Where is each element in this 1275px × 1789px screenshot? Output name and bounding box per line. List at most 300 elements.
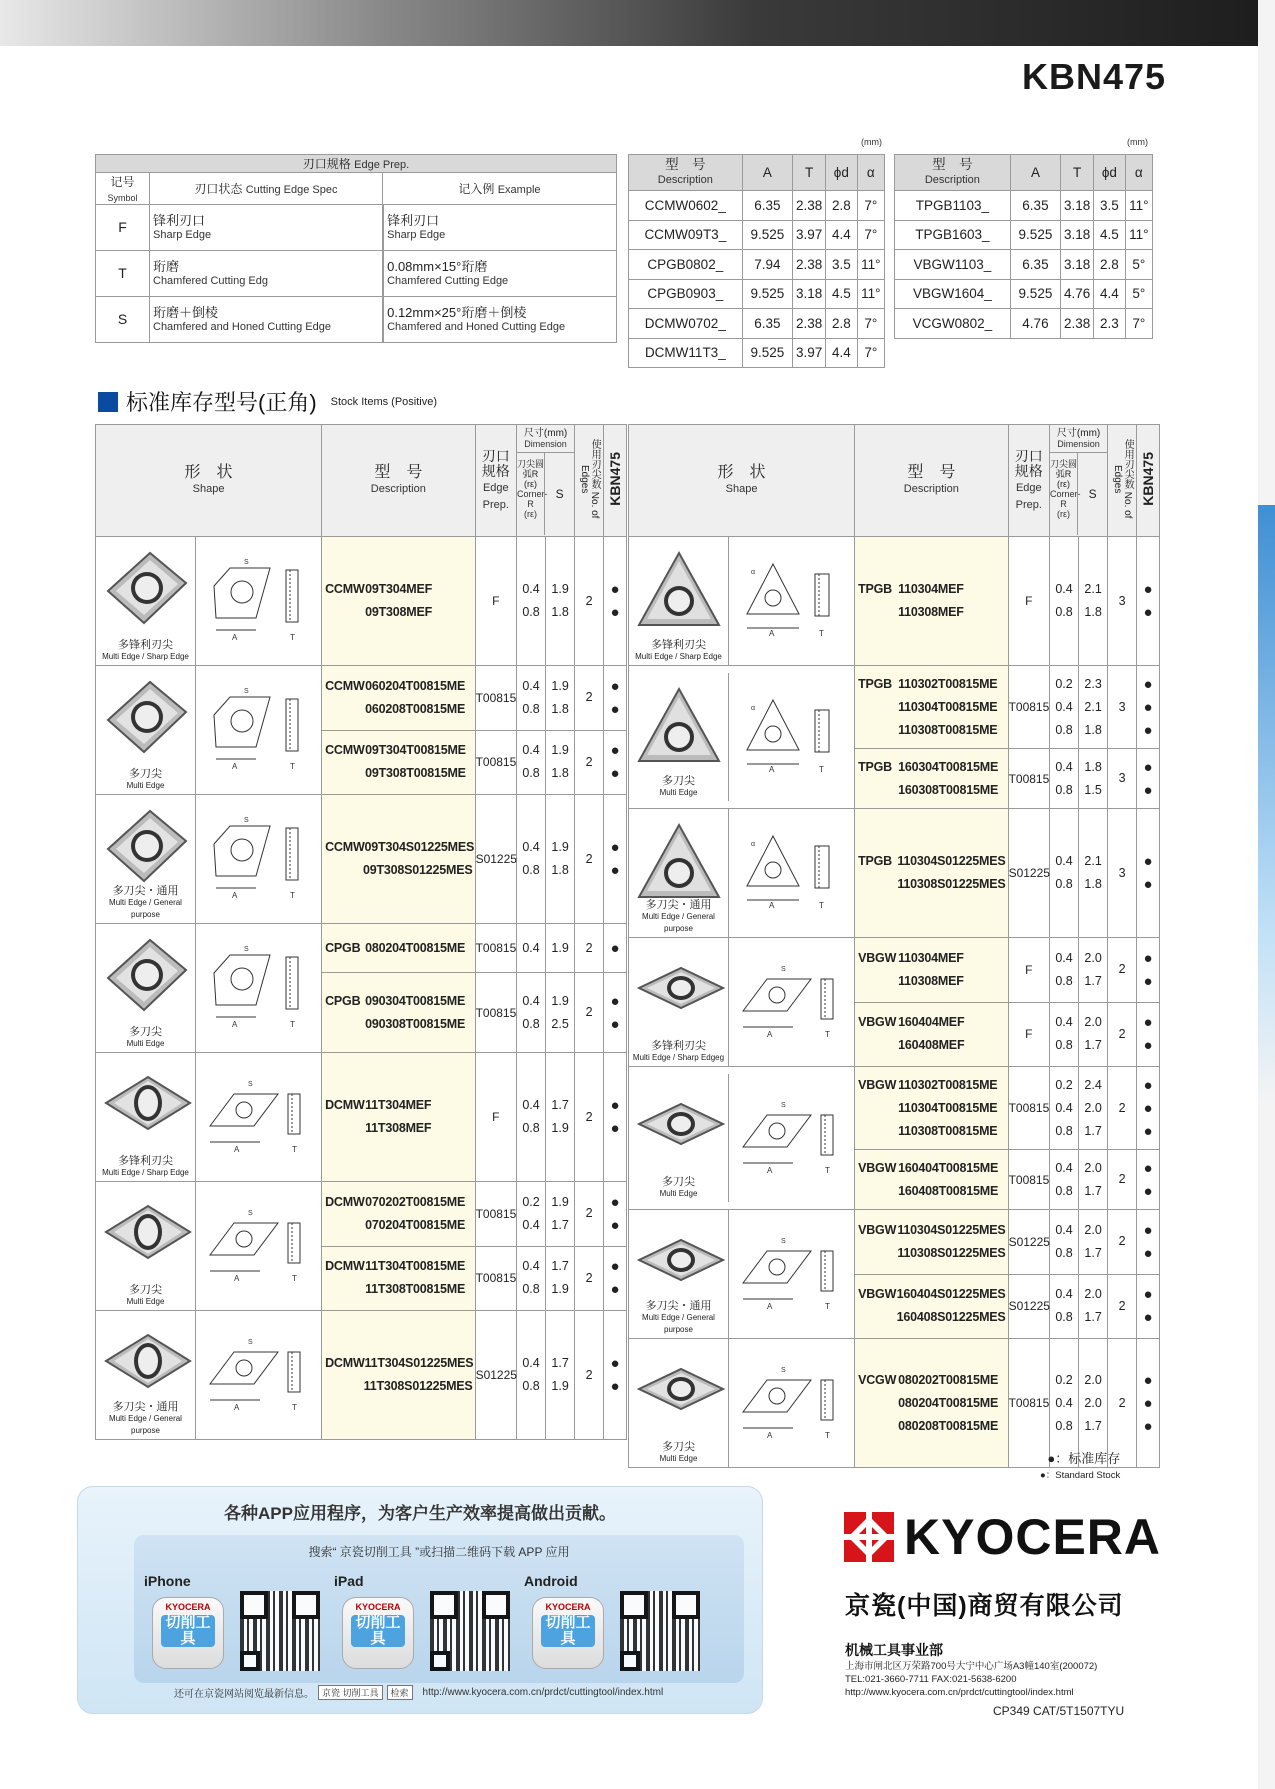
s-cell: 1.9 1.8 — [546, 537, 575, 666]
kyocera-mark-icon — [844, 1512, 894, 1562]
edge-prep-cell: F — [1008, 938, 1049, 1003]
col-dimension: 尺寸(mm) Dimension 刀尖圆弧R (rε) Corner-R (rε) S — [517, 425, 575, 537]
d-cell: 4.4 — [1094, 279, 1126, 309]
svg-text:A: A — [766, 1431, 772, 1440]
col-dimension: 尺寸(mm) Dimension 刀尖圆弧R (rε) Corner-R (rε) S — [1050, 425, 1108, 537]
qr-code-icon[interactable] — [430, 1591, 510, 1671]
stock-table-left — [95, 424, 627, 1440]
svg-text:α: α — [750, 841, 755, 848]
corner-r-cell: 0.4 0.8 — [517, 795, 546, 924]
edge-prep-cell: T00815 — [475, 1182, 516, 1247]
col-edges: 使用刃尖数 No. of Edges — [575, 425, 604, 537]
shape-cell — [96, 924, 322, 1053]
dimension-row — [895, 309, 1153, 339]
s-cell: 1.9 1.8 — [546, 666, 575, 731]
edge-prep-table — [95, 154, 617, 343]
symbol: S — [96, 297, 150, 343]
top-banner-bar — [0, 0, 1258, 46]
svg-text:S: S — [243, 817, 249, 824]
col-shape: 形 状 Shape — [96, 425, 322, 537]
t-cell: 2.38 — [793, 309, 826, 339]
stock-cell: ● ● — [1137, 1002, 1160, 1067]
desc-cell: CPGB0802_ — [629, 250, 743, 280]
s-cell: 1.9 1.8 — [546, 730, 575, 795]
insert-drawing — [729, 1074, 854, 1202]
s-cell: 2.0 1.7 — [1079, 1002, 1108, 1067]
insert-photo: 多刀尖・通用 Multi Edge / General purpose — [629, 1210, 729, 1338]
shape-cell — [629, 1067, 855, 1210]
corner-r-cell: 0.4 0.8 — [517, 1311, 546, 1440]
edges-cell: 2 — [575, 973, 604, 1053]
svg-text:A: A — [768, 629, 774, 638]
a-cell: 9.525 — [1010, 279, 1060, 309]
d-cell: 2.8 — [826, 191, 858, 221]
edge-prep-cell: T00815 — [1008, 1067, 1049, 1150]
svg-text:A: A — [231, 891, 237, 900]
s-cell: 2.0 2.0 1.7 — [1079, 1339, 1108, 1468]
table-row — [629, 938, 1160, 1003]
example: 锋利刃口 Sharp Edge — [384, 205, 617, 251]
svg-text:T: T — [824, 1302, 830, 1311]
svg-text:T: T — [824, 1431, 830, 1440]
app-download-panel: 搜索“ 京瓷切削工具 ”或扫描二维码下载 APP 应用 iPhone KYOCERA 切削工具 iPad KYOCERA 切削工具 Android KYOCERA 切削工具 — [134, 1535, 744, 1683]
table-row — [96, 795, 627, 924]
a-cell: 4.76 — [1010, 309, 1060, 339]
app-android[interactable]: Android KYOCERA 切削工具 — [520, 1575, 710, 1679]
model-cell: VBGW 160404T00815ME 160408T00815ME — [855, 1150, 1008, 1210]
d-cell: 3.5 — [826, 250, 858, 280]
a-cell: 7.94 — [742, 250, 793, 280]
edge-prep-row — [96, 251, 617, 297]
table-row — [629, 809, 1160, 938]
dimension-row — [895, 250, 1153, 280]
insert-photo: 多锋利刃尖 Multi Edge / Sharp Edgeg — [629, 938, 729, 1066]
table-row — [96, 537, 627, 666]
dimension-row — [629, 309, 885, 339]
s-cell: 2.1 1.8 — [1079, 809, 1108, 938]
alpha-cell: 5° — [1125, 250, 1152, 280]
shape-cell — [96, 1311, 322, 1440]
table-row — [96, 924, 627, 973]
corner-r-cell: 0.4 0.8 — [517, 1053, 546, 1182]
col-symbol: 记号 Symbol — [96, 173, 150, 205]
t-cell: 4.76 — [1061, 279, 1094, 309]
svg-text:S: S — [780, 1102, 786, 1109]
svg-text:T: T — [818, 629, 824, 638]
shape-cell — [96, 1053, 322, 1182]
svg-text:α: α — [750, 705, 755, 712]
desc-cell: TPGB1603_ — [895, 220, 1011, 250]
table-row — [96, 1053, 627, 1182]
edges-cell: 3 — [1108, 809, 1137, 938]
insert-drawing — [729, 673, 854, 801]
insert-photo: 多刀尖 Multi Edge — [96, 666, 196, 794]
stock-cell: ● ● — [1137, 938, 1160, 1003]
model-cell: TPGB 160304T00815ME 160308T00815ME — [855, 749, 1008, 809]
stock-cell: ● ● — [604, 666, 627, 731]
svg-text:S: S — [780, 1367, 786, 1374]
svg-text:T: T — [824, 1166, 830, 1175]
symbol: T — [96, 251, 150, 297]
d-cell: 4.4 — [826, 338, 858, 368]
s-cell: 1.9 2.5 — [546, 973, 575, 1053]
alpha-cell: 11° — [1125, 220, 1152, 250]
insert-drawing — [196, 795, 321, 923]
t-cell: 3.97 — [793, 220, 826, 250]
svg-text:A: A — [231, 1020, 237, 1029]
unit-label: (mm) — [861, 137, 882, 147]
model-cell: TPGB 110302T00815ME 110304T00815ME 110308T00815ME — [855, 666, 1008, 749]
edge-prep-cell: F — [1008, 537, 1049, 666]
shape-cell — [96, 666, 322, 795]
insert-photo: 多锋利刃尖 Multi Edge / Sharp Edge — [629, 537, 729, 665]
edges-cell: 2 — [1108, 1339, 1137, 1468]
insert-drawing — [729, 1210, 854, 1338]
edge-prep-cell: F — [1008, 1002, 1049, 1067]
corner-r-cell: 0.4 0.8 — [517, 973, 546, 1053]
col-grade: KBN475 — [604, 425, 627, 537]
shape-cell — [629, 1339, 855, 1468]
insert-drawing — [729, 537, 854, 665]
spec: 锋利刃口 Sharp Edge — [150, 205, 383, 251]
corner-r-cell: 0.4 0.8 — [1050, 1274, 1079, 1339]
corner-r-cell: 0.4 0.8 — [1050, 749, 1079, 809]
model-cell: DCMW 11T304T00815ME 11T308T00815ME — [322, 1246, 475, 1311]
stock-cell: ● ● — [1137, 1274, 1160, 1339]
col-t: T — [1061, 155, 1094, 191]
kyocera-logo: KYOCERA — [844, 1508, 1161, 1566]
edges-cell: 2 — [575, 537, 604, 666]
alpha-cell: 5° — [1125, 279, 1152, 309]
stock-cell: ● ● — [1137, 1150, 1160, 1210]
svg-text:T: T — [291, 1274, 297, 1283]
dimension-row — [629, 250, 885, 280]
qr-code-icon[interactable] — [620, 1591, 700, 1671]
stock-cell: ● ● — [604, 795, 627, 924]
s-cell: 1.7 1.9 — [546, 1053, 575, 1182]
edges-cell: 2 — [1108, 938, 1137, 1003]
svg-text:A: A — [233, 1145, 239, 1154]
dimension-row — [629, 191, 885, 221]
edges-cell: 2 — [575, 795, 604, 924]
corner-r-cell: 0.4 0.8 — [1050, 809, 1079, 938]
stock-cell: ● ● — [1137, 749, 1160, 809]
insert-photo: 多刀尖 Multi Edge — [629, 1074, 729, 1202]
desc-cell: TPGB1103_ — [895, 191, 1011, 221]
example: 0.08mm×15°珩磨 Chamfered Cutting Edge — [384, 251, 617, 297]
shape-cell — [629, 1210, 855, 1339]
table-row — [96, 1182, 627, 1247]
col-grade: KBN475 — [1137, 425, 1160, 537]
insert-drawing — [729, 809, 854, 937]
model-cell: VBGW 110304MEF 110308MEF — [855, 938, 1008, 1003]
svg-text:S: S — [243, 688, 249, 695]
d-cell: 4.4 — [826, 220, 858, 250]
corner-r-cell: 0.4 0.8 — [517, 666, 546, 731]
svg-text:A: A — [768, 765, 774, 774]
insert-photo: 多锋利刃尖 Multi Edge / Sharp Edge — [96, 1053, 196, 1181]
svg-text:A: A — [231, 633, 237, 642]
corner-r-cell: 0.2 0.4 0.8 — [1050, 666, 1079, 749]
search-button[interactable]: 检索 — [387, 1685, 413, 1700]
dimension-row — [895, 191, 1153, 221]
col-alpha: α — [1125, 155, 1152, 191]
t-cell: 3.18 — [793, 279, 826, 309]
insert-drawing — [196, 537, 321, 665]
stock-cell: ● ● — [1137, 537, 1160, 666]
model-cell: CCMW 09T304MEF 09T308MEF — [322, 537, 475, 666]
app-icon[interactable]: KYOCERA 切削工具 — [532, 1597, 604, 1669]
app-icon[interactable]: KYOCERA 切削工具 — [152, 1597, 224, 1669]
shape-cell — [629, 537, 855, 666]
corner-r-cell: 0.4 0.8 — [517, 730, 546, 795]
corner-r-cell: 0.4 0.8 — [1050, 537, 1079, 666]
col-t: T — [793, 155, 826, 191]
edge-prep-cell: F — [475, 537, 516, 666]
svg-text:S: S — [247, 1339, 253, 1346]
col-spec: 刃口状态 Cutting Edge Spec — [150, 173, 383, 205]
edge-prep-cell: T00815 — [475, 666, 516, 731]
insert-photo: 多刀尖・通用 Multi Edge / General purpose — [629, 809, 729, 937]
insert-drawing — [196, 1182, 321, 1310]
svg-text:S: S — [243, 559, 249, 566]
insert-photo: 多刀尖 Multi Edge — [96, 1182, 196, 1310]
s-cell: 2.3 2.1 1.8 — [1079, 666, 1108, 749]
shape-cell — [629, 938, 855, 1067]
corner-r-cell: 0.4 — [517, 924, 546, 973]
spec: 珩磨＋倒棱 Chamfered and Honed Cutting Edge — [150, 297, 383, 343]
model-cell: VBGW 160404MEF 160408MEF — [855, 1002, 1008, 1067]
insert-drawing — [729, 938, 854, 1066]
stock-cell: ● ● — [604, 537, 627, 666]
a-cell: 6.35 — [1010, 250, 1060, 280]
edge-prep-cell: T00815 — [475, 973, 516, 1053]
col-shape: 形 状 Shape — [629, 425, 855, 537]
col-edges: 使用刃尖数 No. of Edges — [1108, 425, 1137, 537]
app-banner: 各种APP应用程序，为客户生产效率提高做出贡献。 搜索“ 京瓷切削工具 ”或扫描二维码下载 APP 应用 iPhone KYOCERA 切削工具 iPad KYOCERA 切削工具 Android KYOCERA 切削工具 还可在京瓷网站阅览最新信息。 京瓷 切削工具 检索 http://www.kyocera.com.cn/prdct/cuttingtool/index.html — [77, 1486, 763, 1714]
alpha-cell: 11° — [1125, 191, 1152, 221]
shape-cell — [629, 666, 855, 809]
app-ipad[interactable]: iPad KYOCERA 切削工具 — [330, 1575, 520, 1679]
col-d: ϕd — [1094, 155, 1126, 191]
model-cell: CCMW 09T304T00815ME 09T308T00815ME — [322, 730, 475, 795]
d-cell: 2.8 — [826, 309, 858, 339]
model-cell: TPGB 110304MEF 110308MEF — [855, 537, 1008, 666]
insert-photo: 多刀尖・通用 Multi Edge / General purpose — [96, 1311, 196, 1439]
corner-r-cell: 0.4 0.8 — [1050, 1150, 1079, 1210]
alpha-cell: 7° — [857, 338, 884, 368]
insert-photo: 多刀尖・通用 Multi Edge / General purpose — [96, 795, 196, 923]
s-cell: 2.1 1.8 — [1079, 537, 1108, 666]
app-iphone[interactable]: iPhone KYOCERA 切削工具 — [140, 1575, 330, 1679]
edges-cell: 2 — [575, 666, 604, 731]
svg-text:S: S — [247, 1210, 253, 1217]
edge-prep-cell: T00815 — [475, 730, 516, 795]
dimension-row — [895, 220, 1153, 250]
svg-text:T: T — [291, 1403, 297, 1412]
catalog-code: CP349 CAT/5T1507TYU — [993, 1704, 1125, 1718]
d-cell: 2.3 — [1094, 309, 1126, 339]
col-description: 型 号 Description — [322, 425, 475, 537]
edges-cell: 2 — [575, 924, 604, 973]
insert-photo: 多刀尖 Multi Edge — [629, 673, 729, 801]
table-row — [629, 1067, 1160, 1150]
svg-text:A: A — [233, 1403, 239, 1412]
col-description: 型 号 Description — [855, 425, 1008, 537]
edge-prep-cell: S01225 — [475, 1311, 516, 1440]
s-cell: 2.0 1.7 — [1079, 1150, 1108, 1210]
svg-text:S: S — [780, 1238, 786, 1245]
company-name: 京瓷(中国)商贸有限公司 — [845, 1592, 1124, 1620]
stock-table-right — [628, 424, 1160, 1468]
company-address: 上海市闸北区万荣路700号大宁中心广场A3幢140室(200072) TEL:021-3660-7711 FAX:021-5638-6200 http://www.kyocera.com.cn/prdct/cuttingtool/index.html — [845, 1661, 1098, 1698]
insert-drawing — [196, 666, 321, 794]
shape-cell — [96, 795, 322, 924]
svg-text:T: T — [289, 891, 295, 900]
s-cell: 1.7 1.9 — [546, 1246, 575, 1311]
svg-text:T: T — [818, 901, 824, 910]
edge-prep-cell: S01225 — [475, 795, 516, 924]
dimension-row — [895, 279, 1153, 309]
svg-text:S: S — [247, 1081, 253, 1088]
d-cell: 4.5 — [1094, 220, 1126, 250]
a-cell: 9.525 — [1010, 220, 1060, 250]
search-box[interactable]: 京瓷 切削工具 — [318, 1685, 383, 1700]
desc-cell: DCMW11T3_ — [629, 338, 743, 368]
section-marker-icon — [98, 392, 118, 412]
col-a: A — [1010, 155, 1060, 191]
svg-text:T: T — [291, 1145, 297, 1154]
alpha-cell: 11° — [857, 279, 884, 309]
edge-prep-cell: S01225 — [1008, 809, 1049, 938]
model-cell: VCGW 080202T00815ME 080204T00815ME 080208T00815ME — [855, 1339, 1008, 1468]
model-cell: CCMW 060204T00815ME 060208T00815ME — [322, 666, 475, 731]
edges-cell: 3 — [1108, 666, 1137, 749]
table-row — [629, 666, 1160, 749]
svg-text:A: A — [766, 1030, 772, 1039]
insert-photo: 多刀尖 Multi Edge — [629, 1339, 729, 1467]
t-cell: 2.38 — [793, 250, 826, 280]
banner-footer: 还可在京瓷网站阅览最新信息。 京瓷 切削工具 检索 http://www.kyocera.com.cn/prdct/cuttingtool/index.html — [174, 1687, 664, 1700]
symbol: F — [96, 205, 150, 251]
corner-r-cell: 0.4 0.8 — [1050, 938, 1079, 1003]
svg-text:T: T — [289, 633, 295, 642]
model-cell: CPGB 090304T00815ME 090308T00815ME — [322, 973, 475, 1053]
d-cell: 2.8 — [1094, 250, 1126, 280]
edge-prep-cell: S01225 — [1008, 1210, 1049, 1275]
dimension-table-right — [894, 154, 1153, 339]
svg-text:T: T — [289, 1020, 295, 1029]
shape-cell — [629, 809, 855, 938]
edges-cell: 2 — [1108, 1002, 1137, 1067]
corner-r-cell: 0.2 0.4 0.8 — [1050, 1339, 1079, 1468]
s-cell: 1.9 1.7 — [546, 1182, 575, 1247]
desc-cell: CPGB0903_ — [629, 279, 743, 309]
d-cell: 3.5 — [1094, 191, 1126, 221]
svg-text:T: T — [824, 1030, 830, 1039]
unit-label: (mm) — [1127, 137, 1148, 147]
t-cell: 2.38 — [1061, 309, 1094, 339]
a-cell: 6.35 — [742, 309, 793, 339]
alpha-cell: 7° — [1125, 309, 1152, 339]
edges-cell: 2 — [1108, 1067, 1137, 1150]
svg-text:T: T — [818, 765, 824, 774]
stock-cell: ● ● — [604, 1246, 627, 1311]
qr-code-icon[interactable] — [240, 1591, 320, 1671]
desc-cell: VBGW1604_ — [895, 279, 1011, 309]
dimension-table-left — [628, 154, 885, 368]
stock-cell: ● ● — [1137, 809, 1160, 938]
edge-prep-cell: T00815 — [475, 924, 516, 973]
section-heading: 标准库存型号(正角) Stock Items (Positive) — [98, 386, 437, 417]
svg-text:S: S — [780, 966, 786, 973]
a-cell: 9.525 — [742, 279, 793, 309]
department: 机械工具事业部 — [845, 1642, 943, 1658]
website-link[interactable]: http://www.kyocera.com.cn/prdct/cuttingtool/index.html — [422, 1687, 664, 1698]
edges-cell: 2 — [1108, 1274, 1137, 1339]
corner-r-cell: 0.2 0.4 — [517, 1182, 546, 1247]
dimension-row — [629, 338, 885, 368]
svg-text:A: A — [231, 762, 237, 771]
grade-title: KBN475 — [1022, 56, 1167, 97]
s-cell: 2.0 1.7 — [1079, 1210, 1108, 1275]
stock-cell: ● ● — [604, 730, 627, 795]
desc-cell: DCMW0702_ — [629, 309, 743, 339]
corner-r-cell: 0.4 0.8 — [1050, 1002, 1079, 1067]
s-cell: 2.0 1.7 — [1079, 938, 1108, 1003]
alpha-cell: 11° — [857, 250, 884, 280]
model-cell: TPGB 110304S01225MES 110308S01225MES — [855, 809, 1008, 938]
example: 0.12mm×25°珩磨＋倒棱 Chamfered and Honed Cutting Edge — [384, 297, 617, 343]
edge-prep-row — [96, 297, 617, 343]
col-desc: 型 号 Description — [629, 155, 743, 191]
alpha-cell: 7° — [857, 191, 884, 221]
table-header — [629, 425, 1160, 537]
edges-cell: 3 — [1108, 749, 1137, 809]
insert-drawing — [196, 1311, 321, 1439]
t-cell: 2.38 — [793, 191, 826, 221]
col-alpha: α — [857, 155, 884, 191]
stock-cell: ● ● — [604, 1182, 627, 1247]
model-cell: VBGW 110302T00815ME 110304T00815ME 110308T00815ME — [855, 1067, 1008, 1150]
stock-cell: ● ● — [604, 1311, 627, 1440]
app-icon[interactable]: KYOCERA 切削工具 — [342, 1597, 414, 1669]
edge-prep-cell: S01225 — [1008, 1274, 1049, 1339]
edge-prep-cell: T00815 — [1008, 666, 1049, 749]
shape-cell — [96, 537, 322, 666]
a-cell: 9.525 — [742, 338, 793, 368]
model-cell: VBGW 160404S01225MES 160408S01225MES — [855, 1274, 1008, 1339]
stock-cell: ● ● ● — [1137, 666, 1160, 749]
desc-cell: VBGW1103_ — [895, 250, 1011, 280]
corner-r-cell: 0.2 0.4 0.8 — [1050, 1067, 1079, 1150]
desc-cell: CCMW09T3_ — [629, 220, 743, 250]
stock-cell: ● ● ● — [1137, 1067, 1160, 1150]
corner-r-cell: 0.4 0.8 — [1050, 1210, 1079, 1275]
edges-cell: 2 — [1108, 1150, 1137, 1210]
table-header — [96, 425, 627, 537]
edges-cell: 2 — [575, 1053, 604, 1182]
dimension-row — [629, 220, 885, 250]
t-cell: 3.18 — [1061, 191, 1094, 221]
table-row — [96, 1311, 627, 1440]
legend: ●：标准库存 ●：Standard Stock — [1040, 1451, 1121, 1481]
a-cell: 6.35 — [1010, 191, 1060, 221]
spec: 珩磨 Chamfered Cutting Edg — [150, 251, 383, 297]
d-cell: 4.5 — [826, 279, 858, 309]
insert-drawing — [196, 924, 321, 1052]
svg-text:α: α — [750, 569, 755, 576]
